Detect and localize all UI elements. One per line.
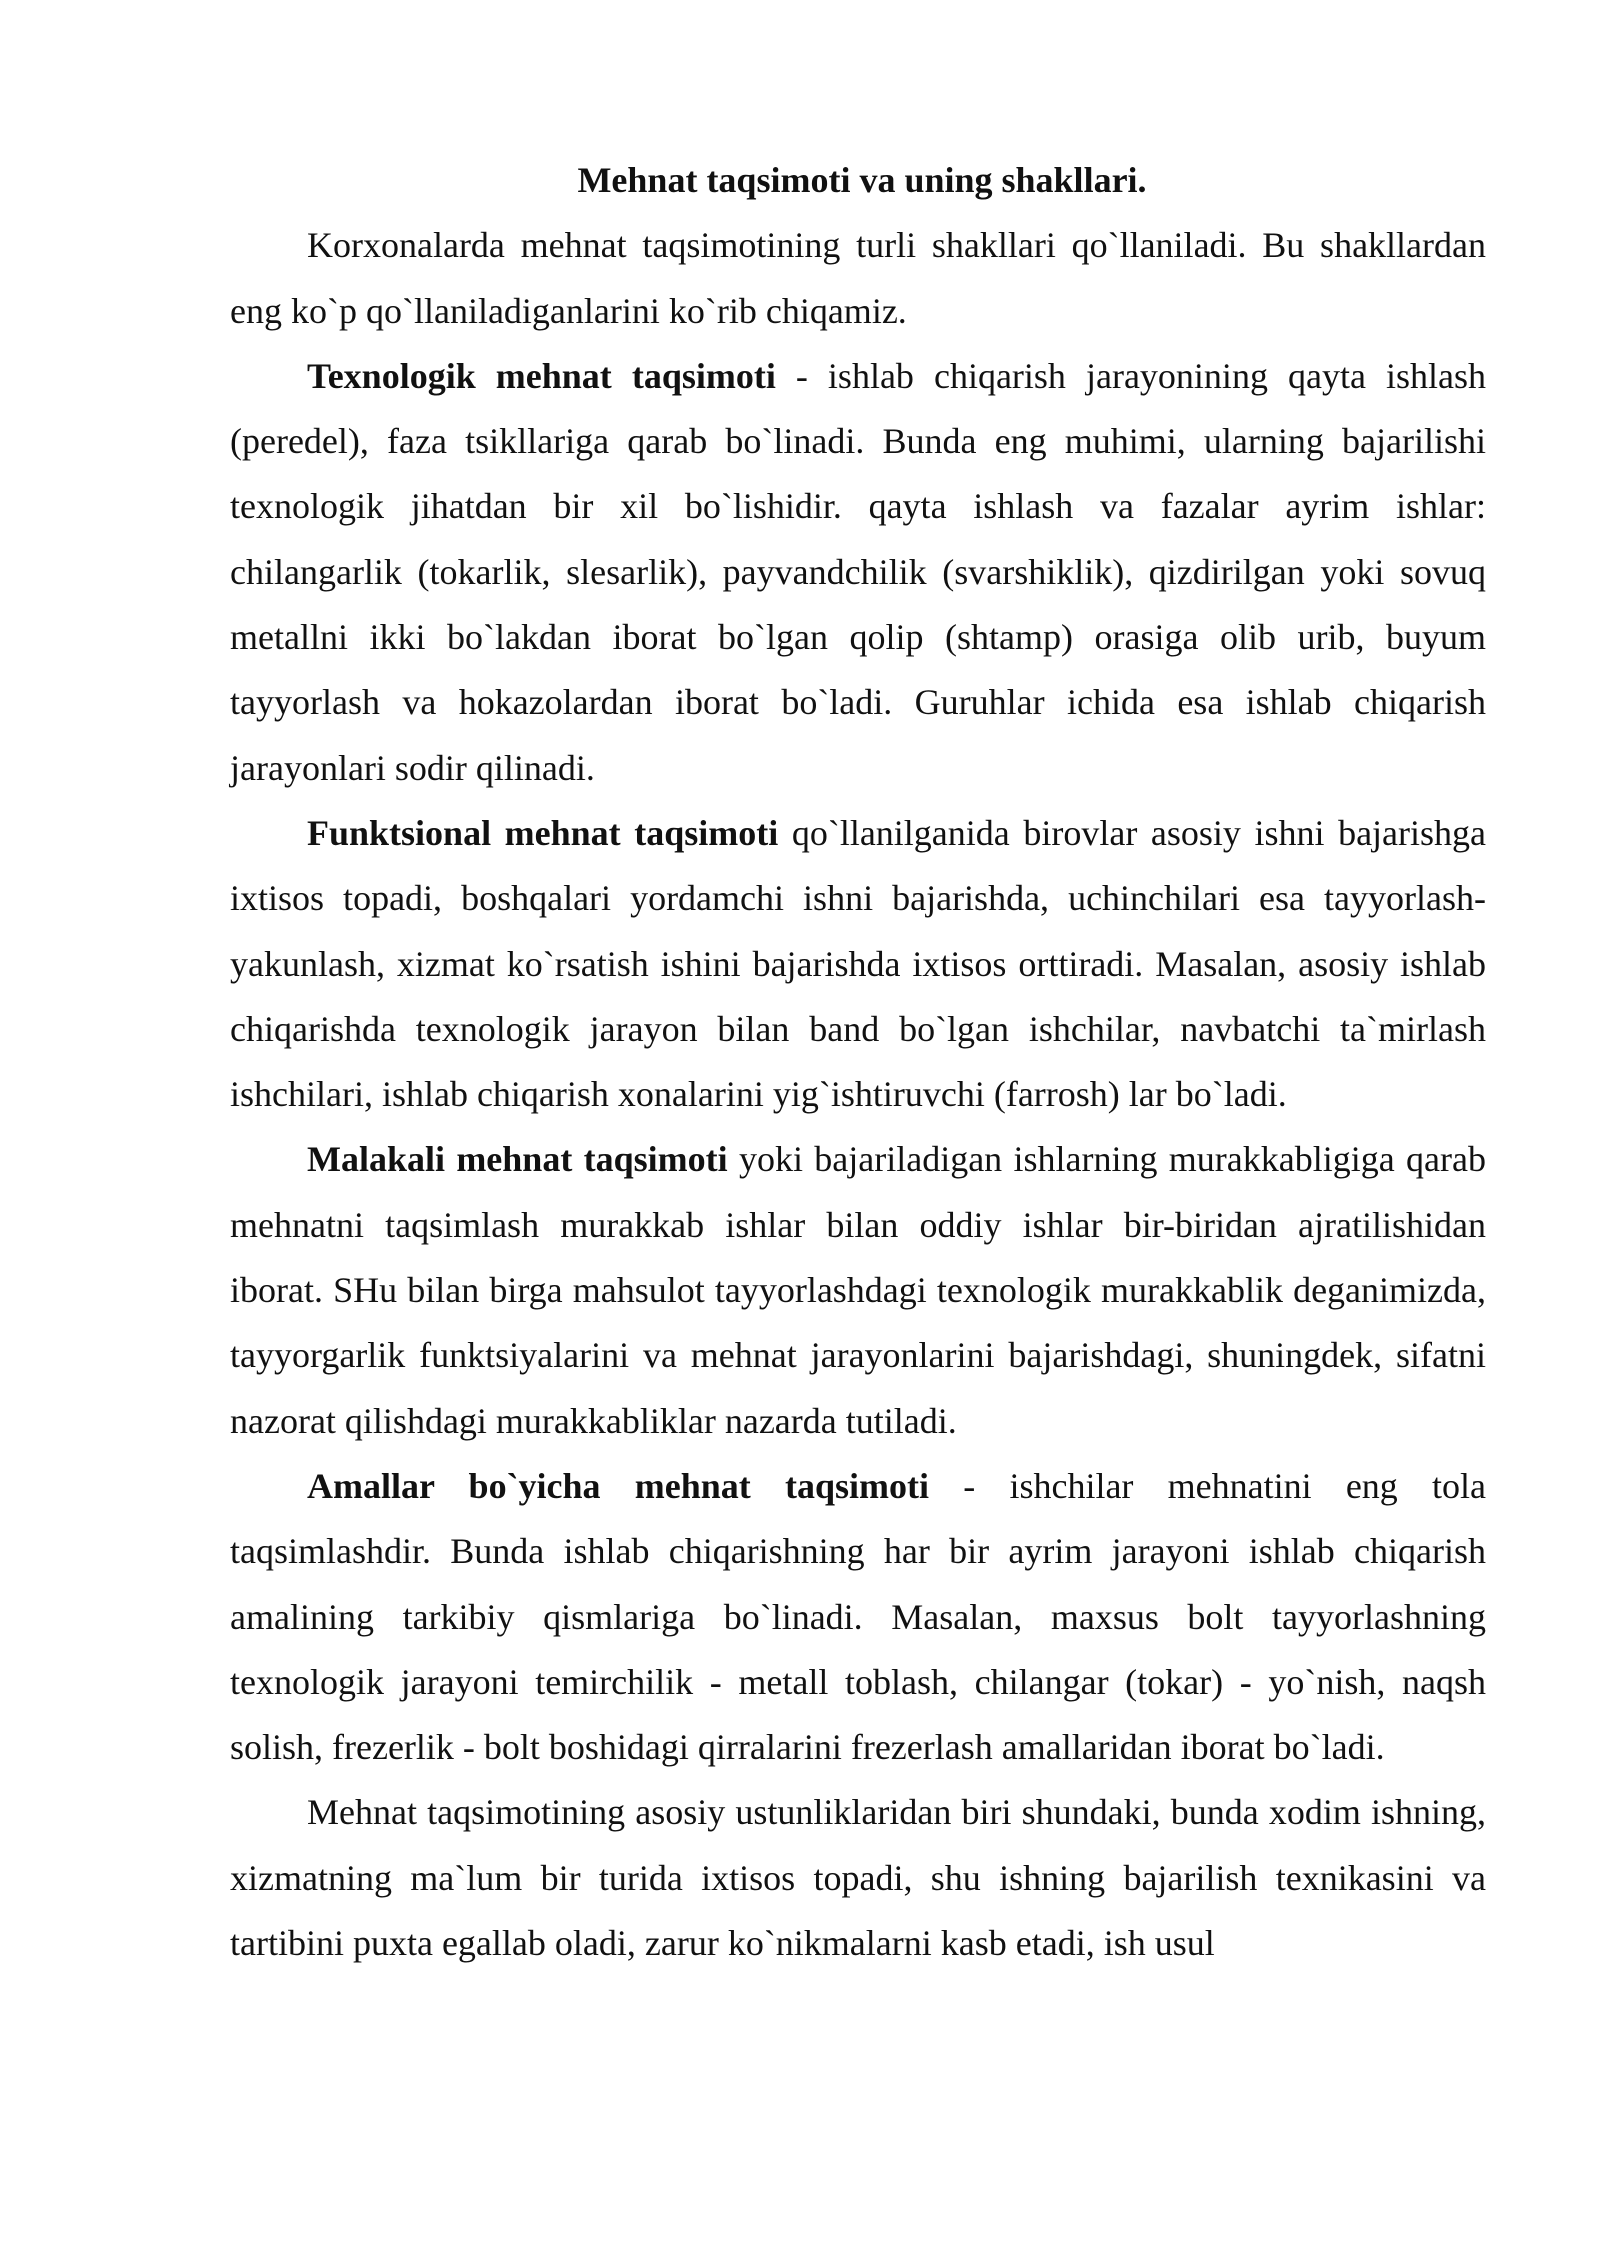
paragraph-functional [230, 801, 1486, 1127]
paragraph-text: - ishlab chiqarish jarayonining qayta ishlash (peredel), faza tsikllariga qarab bo`linadi. Bunda eng muhimi, ularning bajarilishi texnologik jihatdan bir xil bo`lishidir. qayta ishlash va fazalar ayrim ishlar: chilangarlik (tokarlik, slesarlik), payvandchilik (svarshiklik), qizdirilgan yoki sovuq metallni ikki bo`lakdan iborat bo`lgan qolip (shtamp) orasiga olib urib, buyum tayyorlash va hokazolardan iborat bo`ladi. Guruhlar ichida esa ishlab chiqarish jarayonlari sodir qilinadi. [230, 355, 1486, 788]
paragraph-technological [230, 344, 1486, 801]
document-page [230, 148, 1486, 1976]
paragraph-lead: Malakali mehnat taqsimoti [307, 1139, 728, 1180]
paragraph-qualification [230, 1127, 1486, 1453]
paragraph-operations [230, 1454, 1486, 1780]
paragraph-text: yoki bajariladigan ishlarning murakkabligiga qarab mehnatni taqsimlash murakkab ishlar bilan oddiy ishlar bir-biridan ajratilishidan iborat. SHu bilan birga mahsulot tayyorlashdagi texnologik murakkablik deganimizda, tayyorgarlik funktsiyalarini va mehnat jarayonlarini bajarishdagi, shuningdek, sifatni nazorat qilishdagi murakkabliklar nazarda tutiladi. [230, 1139, 1486, 1441]
paragraph-advantages [230, 1780, 1486, 1976]
paragraph-text: Mehnat taqsimotining asosiy ustunliklaridan biri shundaki, bunda xodim ishning, xizmatning ma`lum bir turida ixtisos topadi, shu ishning bajarilish texnikasini va tartibini puxta egallab oladi, zarur ko`nikmalarni kasb etadi, ish usul [230, 1792, 1486, 1964]
paragraph-text: - ishchilar mehnatini eng tola taqsimlashdir. Bunda ishlab chiqarishning har bir ayrim jarayoni ishlab chiqarish amalining tarkibiy qismlariga bo`linadi. Masalan, maxsus bolt tayyorlashning texnologik jarayoni temirchilik - metall toblash, chilangar (tokar) - yo`nish, naqsh solish, frezerlik - bolt boshidagi qirralarini frezerlash amallaridan iborat bo`ladi. [230, 1465, 1487, 1768]
paragraph-text: qo`llanilganida birovlar asosiy ishni bajarishga ixtisos topadi, boshqalari yordamchi ishni bajarishda, uchinchilari esa tayyorlash-yakunlash, xizmat ko`rsatish ishini bajarishda ixtisos orttiradi. Masalan, asosiy ishlab chiqarishda texnologik jarayon bilan band bo`lgan ishchilar, navbatchi ta`mirlash ishchilari, ishlab chiqarish xonalarini yig`ishtiruvchi (farrosh) lar bo`ladi. [230, 812, 1487, 1115]
paragraph-lead: Amallar bo`yicha mehnat taqsimoti [307, 1465, 930, 1506]
paragraph-text: Korxonalarda mehnat taqsimotining turli shakllari qo`llaniladi. Bu shakllardan eng ko`p qo`llaniladiganlarini ko`rib chiqamiz. [230, 225, 1486, 331]
document-title: Mehnat taqsimoti va uning shakllari. [577, 160, 1147, 200]
paragraph-lead: Funktsional mehnat taqsimoti [307, 812, 779, 853]
paragraph-intro [230, 213, 1486, 344]
paragraph-lead: Texnologik mehnat taqsimoti [307, 355, 776, 396]
